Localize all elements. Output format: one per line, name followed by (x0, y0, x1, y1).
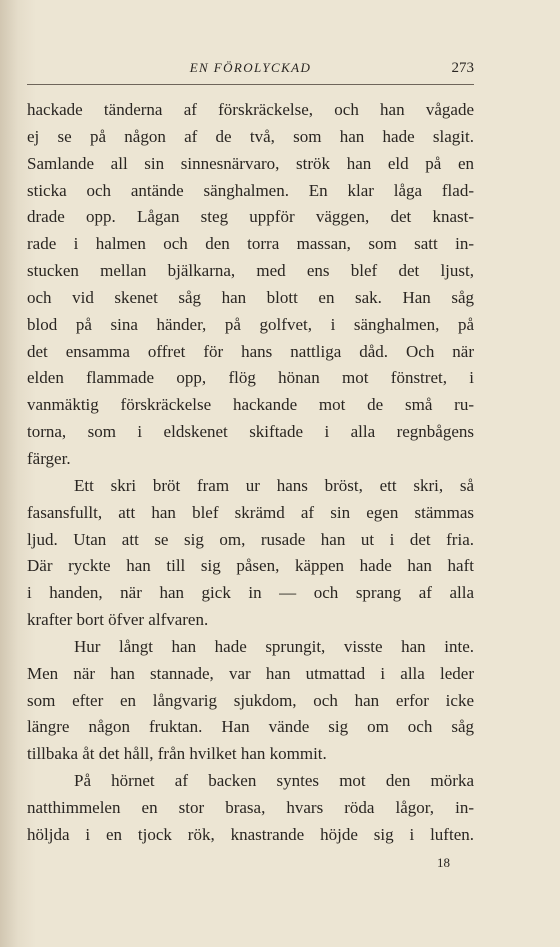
text-line: fasansfullt, att han blef skrämd af sin egen stämmas (27, 502, 474, 522)
text-line: rade i halmen och den torra massan, som satt in- (27, 234, 474, 254)
page-header (27, 60, 474, 90)
text-line: och vid skenet såg han blott en sak. Han såg (27, 287, 474, 307)
text-line: Ett skri bröt fram ur hans bröst, ett skri, så (74, 475, 474, 495)
text-line: Men när han stannade, var han utmattad i alla leder (27, 663, 474, 683)
text-line: sticka och antände sänghalmen. En klar låga flad- (27, 180, 474, 200)
page-number: 273 (451, 60, 474, 76)
text-line: Där ryckte han till sig påsen, käppen hade han haft (27, 556, 474, 576)
text-line: det ensamma offret för hans nattliga dåd. Och när (27, 341, 474, 361)
text-line: ej se på någon af de två, som han hade slagit. (27, 126, 474, 146)
signature-mark: 18 (437, 855, 450, 870)
text-line: tillbaka åt det håll, från hvilket han kommit. (27, 744, 327, 764)
text-line: krafter bort öfver alfvaren. (27, 610, 209, 630)
text-line: hackade tänderna af förskräckelse, och han vågade (27, 100, 474, 119)
text-line: På hörnet af backen syntes mot den mörka (74, 771, 474, 791)
text-line: i handen, när han gick in — och sprang af alla (27, 583, 474, 603)
text-line: längre någon fruktan. Han vände sig om och såg (27, 717, 474, 737)
text-line: som efter en långvarig sjukdom, och han erfor icke (27, 690, 474, 710)
text-line: blod på sina händer, på golfvet, i sänghalmen, på (27, 314, 474, 334)
text-line: stucken mellan bjälkarna, med ens blef det ljust, (27, 261, 474, 281)
text-line: Hur långt han hade sprungit, visste han inte. (74, 636, 474, 656)
text-line: torna, som i eldskenet skiftade i alla regnbågens (27, 422, 474, 442)
text-line: Samlande all sin sinnesnärvaro, strök han eld på en (27, 153, 474, 173)
text-line: natthimmelen en stor brasa, hvars röda lågor, in- (27, 797, 474, 817)
text-line: vanmäktig förskräckelse hackande mot de små ru- (27, 395, 474, 415)
header-rule (27, 84, 474, 85)
running-title: EN FÖROLYCKAD (189, 60, 312, 75)
text-line: drade opp. Lågan steg uppför väggen, det knast- (27, 207, 474, 227)
text-line: färger. (27, 448, 71, 468)
text-line: ljud. Utan att se sig om, rusade han ut i det fria. (27, 529, 474, 549)
body-text (27, 97, 474, 849)
text-line: elden flammade opp, flög hönan mot fönstret, i (27, 368, 474, 388)
text-line: höljda i en tjock rök, knastrande höjde sig i luften. (27, 824, 474, 844)
